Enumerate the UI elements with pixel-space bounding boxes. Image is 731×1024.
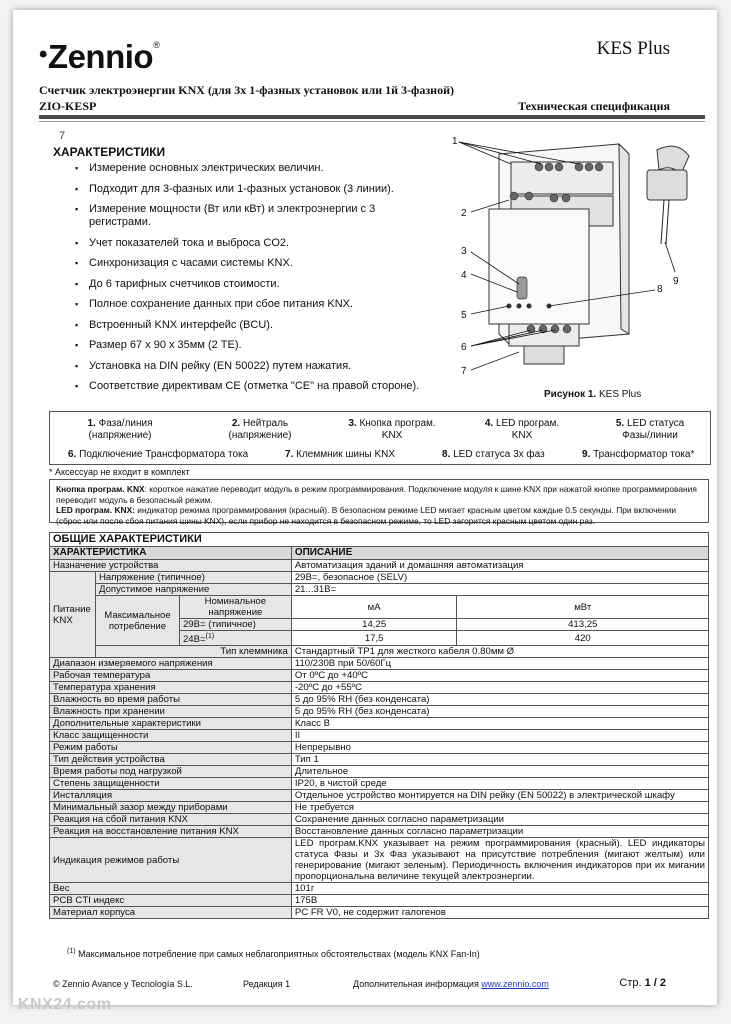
spec-value-cell: 5 до 95% RH (без конденсата) xyxy=(291,706,708,718)
features-title: ХАРАКТЕРИСТИКИ xyxy=(53,145,166,159)
device-body-illustration xyxy=(489,144,629,364)
document-subtitle: Счетчик электроэнергии KNX (для 3х 1-фазных установок или 1й 3-фазной) xyxy=(39,83,454,97)
callout-6: 6 xyxy=(461,342,467,353)
feature-item: ▪ Установка на DIN рейку (EN 50022) путем нажатия. xyxy=(73,360,433,373)
spec-value-cell: Восстановление данных согласно параметризации xyxy=(291,826,708,838)
footnote: $^{(1)}$ Максимальное потребление при самых неблагоприятных обстоятельствах (модель KNX Fan-In) xyxy=(67,948,480,959)
spec-label-cell: Инсталляция xyxy=(50,790,292,802)
spec-label-cell: Допустимое напряжение xyxy=(95,584,291,596)
current-transformer-illustration xyxy=(647,146,689,244)
spec-label-cell: Тип клеммника xyxy=(95,646,291,658)
legend-item: 9. Трансформатор тока* xyxy=(582,449,695,460)
consumption-29-ma: 14,25 xyxy=(291,619,457,631)
accessory-note: * Аксессуар не входит в комплект xyxy=(49,467,190,477)
legend-item: 5. LED статуса Фазы/линии xyxy=(615,418,685,441)
spec-label-cell: Дополнительные характеристики xyxy=(50,718,292,730)
feature-item: ▪ Подходит для 3-фазных или 1-фазных установок (3 линии). xyxy=(73,183,433,196)
spec-value-cell: Сохранение данных согласно параметризации xyxy=(291,814,708,826)
voltage-24-label: 24В=$^{(1)}$ xyxy=(179,631,291,646)
spec-value-cell: 29В=, безопасное (SELV) xyxy=(291,572,708,584)
spec-label: Техническая спецификация xyxy=(518,99,670,113)
legend-item: 4. LED програм. KNX xyxy=(484,418,560,441)
nominal-voltage-label: Номинальное напряжение xyxy=(179,596,291,619)
consumption-29-mw: 413,25 xyxy=(457,619,709,631)
general-specs-table xyxy=(49,532,709,919)
legend-item: 2. Нейтраль (напряжение) xyxy=(228,418,292,441)
knx-power-label: Питание KNX xyxy=(50,572,96,658)
spec-label-cell: Влажность во время работы xyxy=(50,694,292,706)
spec-label-cell: Диапазон измеряемого напряжения xyxy=(50,658,292,670)
spec-value-cell: II xyxy=(291,730,708,742)
footer-copyright: © Zennio Avance y Tecnología S.L. xyxy=(53,979,193,989)
spec-value-cell: IP20, в чистой среде xyxy=(291,778,708,790)
info-paragraph: LED програм. KNX: индикатор режима программирования (красный). В безопасном режиме LED мигает красным цветом каждые 0.5 секунды. При включении (сброс или после сбоя питания шины KNX), если прибор не находится в безопасном режиме, то LED загорится красным цветом один раз. xyxy=(56,505,677,526)
page-marker: 7 xyxy=(59,130,66,142)
spec-label-cell: Напряжение (типичное) xyxy=(95,572,291,584)
site-watermark: KNX24.com xyxy=(18,996,112,1013)
callout-5: 5 xyxy=(461,310,467,321)
feature-item: ▪ До 6 тарифных счетчиков стоимости. xyxy=(73,278,433,291)
spec-label-cell: Температура хранения xyxy=(50,682,292,694)
spec-label-cell: Степень защищенности xyxy=(50,778,292,790)
spec-label-cell: Рабочая температура xyxy=(50,670,292,682)
spec-value-cell: LED програм.KNX указывает на режим программирования (красный). LED индикаторы статуса Фазы и 3х Фаз указывают на присутствие потребления (мигают желтым) или генерирование (мигают зеленым). Периодичность включения индикаторов при их мигании пропорциональна величине текущей электроэнергии. xyxy=(291,838,708,883)
page-number: Стр. 1 / 2 xyxy=(619,977,666,989)
spec-label-cell: Режим работы xyxy=(50,742,292,754)
max-consumption-label: Максимальное потребление xyxy=(95,596,179,646)
callout-9: 9 xyxy=(673,276,679,287)
spec-label-cell: Материал корпуса xyxy=(50,907,292,919)
footer-more-info: Дополнительная информация www.zennio.com xyxy=(353,979,549,989)
figure-legend xyxy=(49,411,711,465)
legend-item: 3. Кнопка програм. KNX xyxy=(348,418,436,441)
spec-label-cell: Влажность при хранении xyxy=(50,706,292,718)
spec-label-cell: Назначение устройства xyxy=(50,560,292,572)
figure-caption: Рисунок 1. KES Plus xyxy=(544,389,642,400)
spec-value-cell: Непрерывно xyxy=(291,742,708,754)
spec-label-cell: Вес xyxy=(50,883,292,895)
callout-3: 3 xyxy=(461,246,467,257)
header-divider-thin xyxy=(39,121,705,122)
legend-item: 7. Клеммник шины KNX xyxy=(285,449,396,460)
zennio-logo: •Zennio® xyxy=(39,38,160,75)
legend-item: 8. LED статуса 3х фаз xyxy=(442,449,545,460)
document-page xyxy=(13,10,717,1005)
specs-col-header: ХАРАКТЕРИСТИКА xyxy=(50,547,292,560)
legend-item: 1. Фаза/линия (напряжение) xyxy=(87,418,153,441)
specs-title: ОБЩИЕ ХАРАКТЕРИСТИКИ xyxy=(50,533,709,547)
spec-label-cell: PCB CTI индекс xyxy=(50,895,292,907)
spec-label-cell: Тип действия устройства xyxy=(50,754,292,766)
zennio-link[interactable]: www.zennio.com xyxy=(481,979,549,989)
footer-edition: Редакция 1 xyxy=(243,979,291,989)
spec-value-cell: Отдельное устройство монтируется на DIN рейку (EN 50022) в электрической шкафу xyxy=(291,790,708,802)
spec-value-cell: Класс B xyxy=(291,718,708,730)
spec-value-cell: Стандартный TP1 для жесткого кабеля 0.80мм Ø xyxy=(291,646,708,658)
callout-4: 4 xyxy=(461,270,467,281)
specs-col-header: ОПИСАНИЕ xyxy=(291,547,708,560)
info-paragraph: Кнопка програм. KNX: короткое нажатие переводит модуль в режим программирования. Подключение модуля к шине KNX при нажатой кнопке программирования переводит модуль в безопасный режим. xyxy=(56,484,697,505)
spec-value-cell: 101г xyxy=(291,883,708,895)
legend-item: 6. Подключение Трансформатора тока xyxy=(68,449,249,460)
feature-item: ▪ Синхронизация с часами системы KNX. xyxy=(73,257,433,270)
consumption-24-mw: 420 xyxy=(457,631,709,646)
spec-value-cell: Тип 1 xyxy=(291,754,708,766)
feature-item: ▪ Полное сохранение данных при сбое питания KNX. xyxy=(73,298,433,311)
callout-2: 2 xyxy=(461,208,467,219)
spec-value-cell: 110/230В при 50/60Гц xyxy=(291,658,708,670)
spec-value-cell: Не требуется xyxy=(291,802,708,814)
feature-item: ▪ Измерение мощности (Вт или кВт) и электроэнергии с 3 регистрами. xyxy=(73,203,433,229)
spec-value-cell: От 0ºC до +40ºC xyxy=(291,670,708,682)
unit-ma: мА xyxy=(291,596,457,619)
feature-item: ▪ Измерение основных электрических величин. xyxy=(73,162,433,175)
callout-7: 7 xyxy=(461,366,467,377)
spec-label-cell: Класс защищенности xyxy=(50,730,292,742)
spec-value-cell: PC FR V0, не содержит галогенов xyxy=(291,907,708,919)
header-divider xyxy=(39,115,705,119)
callout-8: 8 xyxy=(657,284,663,295)
spec-value-cell: Длительное xyxy=(291,766,708,778)
feature-item: ▪ Учет показателей тока и выброса CO2. xyxy=(73,237,433,250)
unit-mw: мВт xyxy=(457,596,709,619)
knx-button-led-info xyxy=(49,479,709,526)
spec-label-cell: Реакция на сбой питания KNX xyxy=(50,814,292,826)
spec-label-cell: Время работы под нагрузкой xyxy=(50,766,292,778)
product-code: ZIO-KESP xyxy=(39,99,97,113)
spec-label-cell: Минимальный зазор между приборами xyxy=(50,802,292,814)
product-name: KES Plus xyxy=(596,38,670,59)
feature-item: ▪ Встроенный KNX интерфейс (BCU). xyxy=(73,319,433,332)
voltage-29-label: 29В= (типичное) xyxy=(179,619,291,631)
consumption-24-ma: 17,5 xyxy=(291,631,457,646)
features-list xyxy=(73,162,433,401)
spec-value-cell: Автоматизация зданий и домашняя автоматизация xyxy=(291,560,708,572)
spec-value-cell: 175В xyxy=(291,895,708,907)
spec-value-cell: 21...31В= xyxy=(291,584,708,596)
spec-label-cell: Индикация режимов работы xyxy=(50,838,292,883)
feature-item: ▪ Соответствие директивам CE (отметка "CE" на правой стороне). xyxy=(73,380,433,393)
device-figure xyxy=(449,134,697,384)
spec-value-cell: 5 до 95% RH (без конденсата) xyxy=(291,694,708,706)
feature-item: ▪ Размер 67 x 90 x 35мм (2 TE). xyxy=(73,339,433,352)
spec-label-cell: Реакция на восстановление питания KNX xyxy=(50,826,292,838)
spec-value-cell: -20ºC до +55ºC xyxy=(291,682,708,694)
callout-1: 1 xyxy=(452,136,458,147)
